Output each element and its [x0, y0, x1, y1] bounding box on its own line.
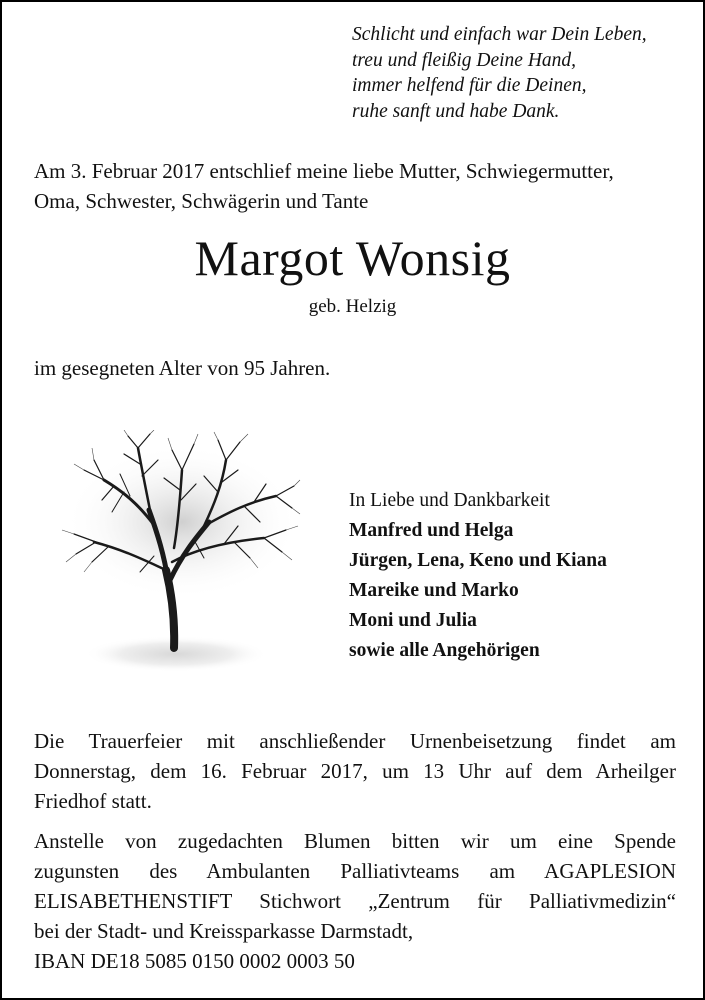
donation-line: zugunsten des Ambulanten Palliativteams am AGAPLESION: [34, 859, 676, 883]
iban: IBAN DE18 5085 0150 0002 0003 50: [34, 949, 355, 973]
mourner-name: Mareike und Marko: [349, 580, 519, 601]
donation-line: ELISABETHENSTIFT Stichwort „Zentrum für Palliativmedizin“: [34, 889, 676, 913]
funeral-line: Donnerstag, dem 16. Februar 2017, um 13 Uhr auf dem Arheilger: [34, 759, 676, 783]
announcement-line: Am 3. Februar 2017 entschlief meine liebe Mutter, Schwiegermutter,: [34, 159, 614, 183]
funeral-line: Die Trauerfeier mit anschließender Urnenbeisetzung findet am: [34, 729, 676, 753]
announcement-line: Oma, Schwester, Schwägerin und Tante: [34, 189, 369, 213]
poem: [352, 22, 647, 124]
maiden-name: geb. Helzig: [308, 296, 397, 317]
donation-line: Anstelle von zugedachten Blumen bitten wir um eine Spende: [34, 829, 676, 853]
mourner-name: sowie alle Angehörigen: [349, 640, 540, 661]
mourner-name: Moni und Julia: [349, 610, 477, 631]
tree-in-snow-photo: [54, 430, 302, 682]
poem-line: immer helfend für die Deinen,: [352, 75, 587, 96]
mourners: [349, 486, 607, 666]
poem-line: ruhe sanft und habe Dank.: [352, 100, 560, 122]
funeral-details: [34, 726, 676, 816]
mourner-name: Jürgen, Lena, Keno und Kiana: [349, 550, 607, 571]
deceased-name: Margot Wonsig: [194, 230, 511, 286]
mourner-name: Manfred und Helga: [349, 520, 514, 541]
mourners-lead: In Liebe und Dankbarkeit: [349, 490, 550, 511]
age-line: im gesegneten Alter von 95 Jahren.: [34, 356, 331, 380]
poem-line: treu und fleißig Deine Hand,: [352, 49, 577, 71]
donation-request: [34, 826, 676, 976]
poem-line: Schlicht und einfach war Dein Leben,: [352, 24, 647, 45]
funeral-line: Friedhof statt.: [34, 789, 152, 813]
mourner-names: [349, 516, 607, 666]
death-announcement: [34, 156, 679, 216]
donation-line: bei der Stadt- und Kreissparkasse Darmstadt,: [34, 919, 414, 943]
